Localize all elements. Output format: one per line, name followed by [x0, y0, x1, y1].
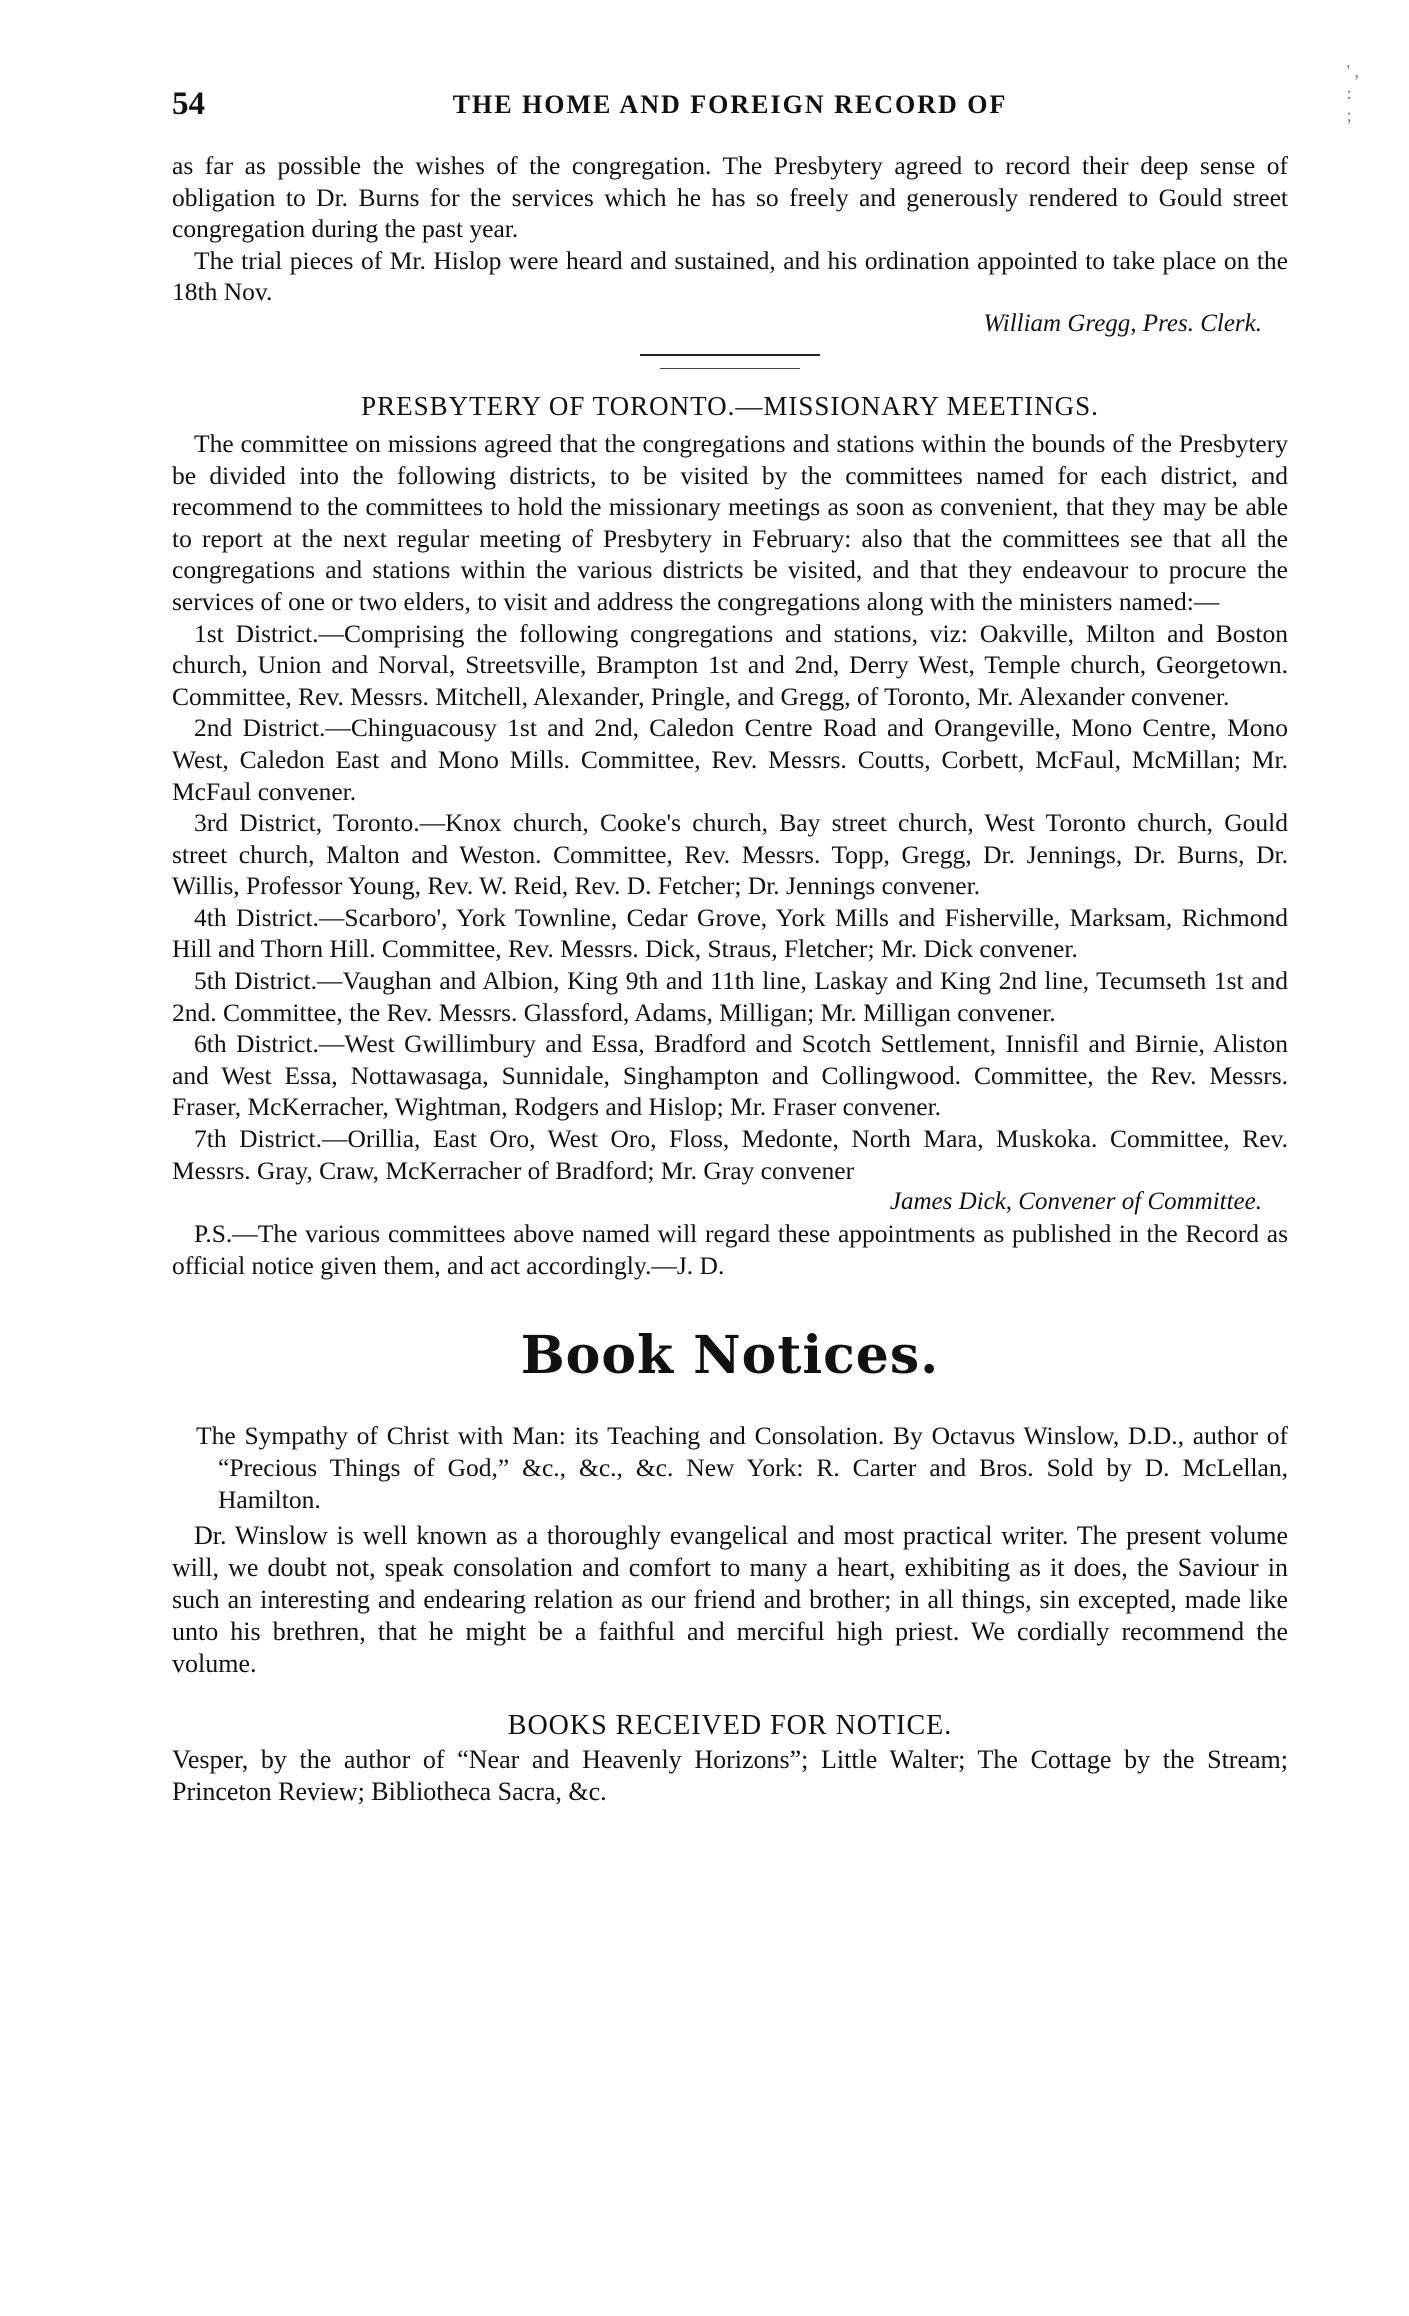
district-entry: 6th District.—West Gwillimbury and Essa, Bradford and Scotch Settlement, Innisfil and Birnie, Aliston and West Essa, Nottawasaga, Sunnidale, Singhampton and Collingwood. Committee, the Rev. Messrs. Fraser, McKerracher, Wightman, Rodgers and Hislop; Mr. Fraser convener.: [172, 1029, 1288, 1122]
intro-paragraph: The trial pieces of Mr. Hislop were heard and sustained, and his ordination appointed to take place on the 18th Nov.: [172, 245, 1288, 307]
book-notices-heading: Book Notices.: [520, 1325, 940, 1387]
main-column: [172, 150, 1288, 1808]
postscript-text: P.S.—The various committees above named will regard these appointments as published in the Record as official notice given them, and act accordingly.—J. D.: [172, 1219, 1288, 1280]
running-header: [172, 86, 1288, 126]
divider: [660, 368, 800, 369]
page-number: 54: [172, 86, 205, 122]
presbytery-intro: The committee on missions agreed that the congregations and stations within the bounds of the Presbytery be divided into the following districts, to be visited by the committees named for each district, and recommend to the committees to hold the missionary meetings as soon as convenient, that they may be able to report at the next regular meeting of Presbytery in February: also that the committees see that all the congregations and stations within the various districts be visited, and that they endeavour to procure the services of one or two elders, to visit and address the congregations along with the ministers named:—: [172, 428, 1288, 616]
intro-section: [172, 150, 1288, 308]
district-entry: 1st District.—Comprising the following congregations and stations, viz: Oakville, Milton and Boston church, Union and Norval, Streetsville, Brampton 1st and 2nd, Derry West, Temple church, Georgetown. Committee, Rev. Messrs. Mitchell, Alexander, Pringle, and Gregg, of Toronto, Mr. Alexander convener.: [172, 618, 1288, 711]
district-entry: 7th District.—Orillia, East Oro, West Oro, Floss, Medonte, North Mara, Muskoka. Committee, Rev. Messrs. Gray, Craw, McKerracher of Bradford; Mr. Gray convener: [172, 1124, 1288, 1185]
intro-paragraph: as far as possible the wishes of the congregation. The Presbytery agreed to record their deep sense of obligation to Dr. Burns for the services which he has so freely and generously rendered to Gould street congregation during the past year.: [172, 151, 1288, 244]
books-received-heading: BOOKS RECEIVED FOR NOTICE.: [507, 1710, 953, 1742]
convener-signature: James Dick, Convener of Committee.: [889, 1188, 1262, 1216]
book-entry: The Sympathy of Christ with Man: its Teaching and Consolation. By Octavus Winslow, D.D., author of “Precious Things of God,” &c., &c., &c. New York: R. Carter and Bros. Sold by D. McLellan, Hamilton.: [196, 1421, 1288, 1515]
district-entry: 5th District.—Vaughan and Albion, King 9th and 11th line, Laskay and King 2nd line, Tecumseth 1st and 2nd. Committee, the Rev. Messrs. Glassford, Adams, Milligan; Mr. Milligan convener.: [172, 966, 1288, 1027]
district-entry: 2nd District.—Chinguacousy 1st and 2nd, Caledon Centre Road and Orangeville, Mono Centre, Mono West, Caledon East and Mono Mills. Committee, Rev. Messrs. Coutts, Corbett, McFaul, McMillan; Mr. McFaul convener.: [172, 713, 1288, 806]
divider: [640, 354, 820, 356]
presbytery-heading: PRESBYTERY OF TORONTO.—MISSIONARY MEETINGS.: [361, 390, 1099, 421]
journal-title: THE HOME AND FOREIGN RECORD OF: [452, 90, 1008, 119]
clerk-signature: William Gregg, Pres. Clerk.: [983, 309, 1262, 337]
edge-marks: ' , : ;: [1346, 61, 1359, 125]
books-received-list: Vesper, by the author of “Near and Heavenly Horizons”; Little Walter; The Cottage by the Stream; Princeton Review; Bibliotheca Sacra, &c.: [172, 1745, 1288, 1807]
district-entry: 3rd District, Toronto.—Knox church, Cooke's church, Bay street church, West Toronto church, Gould street church, Malton and Weston. Committee, Rev. Messrs. Topp, Gregg, Dr. Jennings, Dr. Burns, Dr. Willis, Professor Young, Rev. W. Reid, Rev. D. Fetcher; Dr. Jennings convener.: [172, 808, 1288, 901]
district-entry: 4th District.—Scarboro', York Townline, Cedar Grove, York Mills and Fisherville, Marksam, Richmond Hill and Thorn Hill. Committee, Rev. Messrs. Dick, Straus, Fletcher; Mr. Dick convener.: [172, 902, 1288, 964]
postscript: [172, 1218, 1288, 1281]
presbytery-section: [172, 428, 1288, 1186]
book-review: Dr. Winslow is well known as a thoroughly evangelical and most practical writer. The present volume will, we doubt not, speak consolation and comfort to many a heart, exhibiting as it does, the Saviour in such an interesting and endearing relation as our friend and brother; in all things, sin excepted, made like unto his brethren, that he might be a faithful and merciful high priest. We cordially recommend the volume.: [172, 1521, 1288, 1679]
